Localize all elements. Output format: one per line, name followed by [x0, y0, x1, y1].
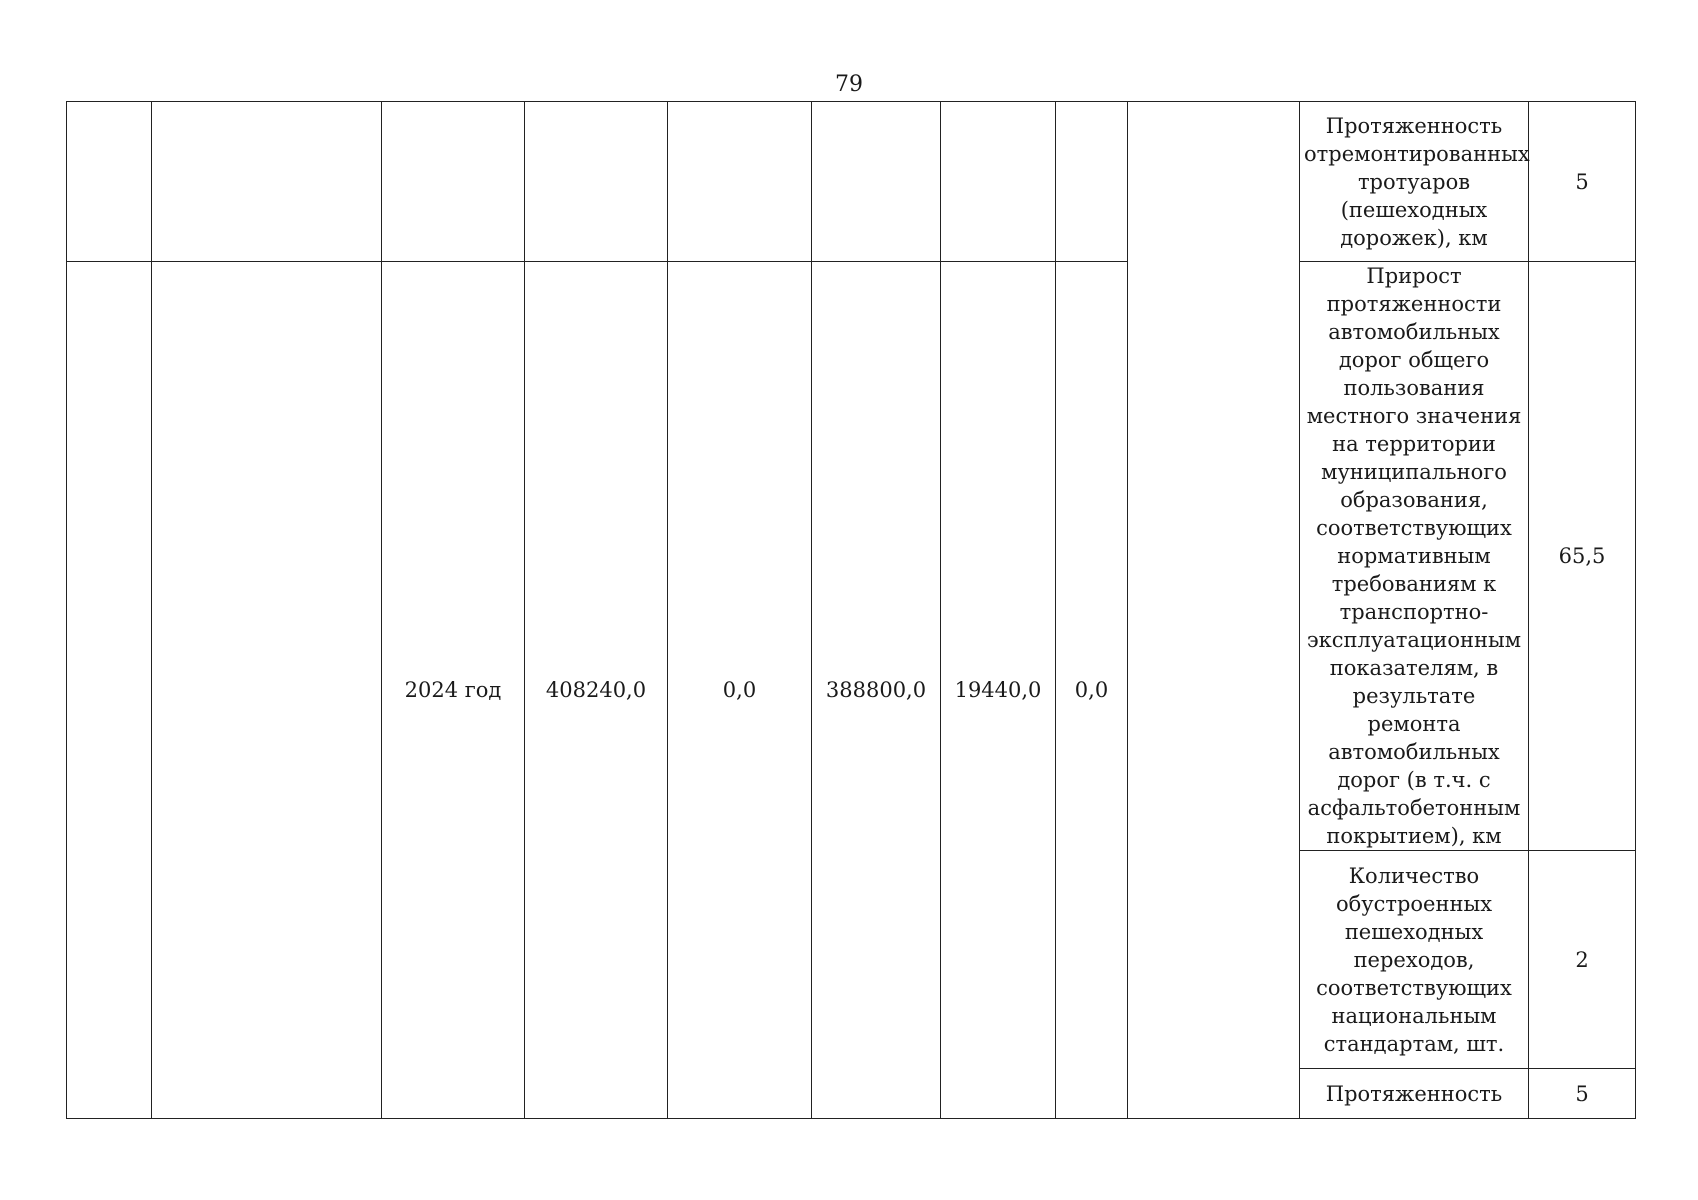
cell-federal: 0,0 [668, 262, 812, 1119]
cell-measure-name [152, 262, 382, 1119]
cell-total: 408240,0 [525, 262, 668, 1119]
cell-measure-name [152, 102, 382, 262]
indicator-value: 2 [1529, 851, 1636, 1069]
page-number: 79 [835, 72, 863, 97]
cell-executor [1128, 102, 1300, 1119]
cell-number [67, 102, 152, 262]
cell-federal-prev [668, 102, 812, 262]
cell-year-prev [382, 102, 525, 262]
table-row [67, 262, 1636, 851]
indicator-value: 5 [1529, 102, 1636, 262]
indicator-name: Протяженность [1300, 1069, 1529, 1119]
indicator-value: 5 [1529, 1069, 1636, 1119]
cell-local: 19440,0 [941, 262, 1056, 1119]
cell-regional: 388800,0 [812, 262, 941, 1119]
cell-local-prev [941, 102, 1056, 262]
indicator-name: Протяженность отремонтированных тротуаров (пешеходных дорожек), км [1300, 102, 1529, 262]
cell-other: 0,0 [1056, 262, 1128, 1119]
program-table [66, 101, 1636, 1119]
cell-regional-prev [812, 102, 941, 262]
indicator-name: Количество обустроенных пешеходных переходов, соответствующих национальным стандартам, шт. [1300, 851, 1529, 1069]
indicator-value: 65,5 [1529, 262, 1636, 851]
cell-number [67, 262, 152, 1119]
table-row [67, 102, 1636, 262]
cell-year: 2024 год [382, 262, 525, 1119]
cell-total-prev [525, 102, 668, 262]
cell-other-prev [1056, 102, 1128, 262]
indicator-name: Прирост протяженности автомобильных дорог общего пользования местного значения на территории муниципального образования, соответствующих нормативным требованиям к транспортно-эксплуатационным показателям, в результате ремонта автомобильных дорог (в т.ч. с асфальтобетонным покрытием), км [1300, 262, 1529, 851]
